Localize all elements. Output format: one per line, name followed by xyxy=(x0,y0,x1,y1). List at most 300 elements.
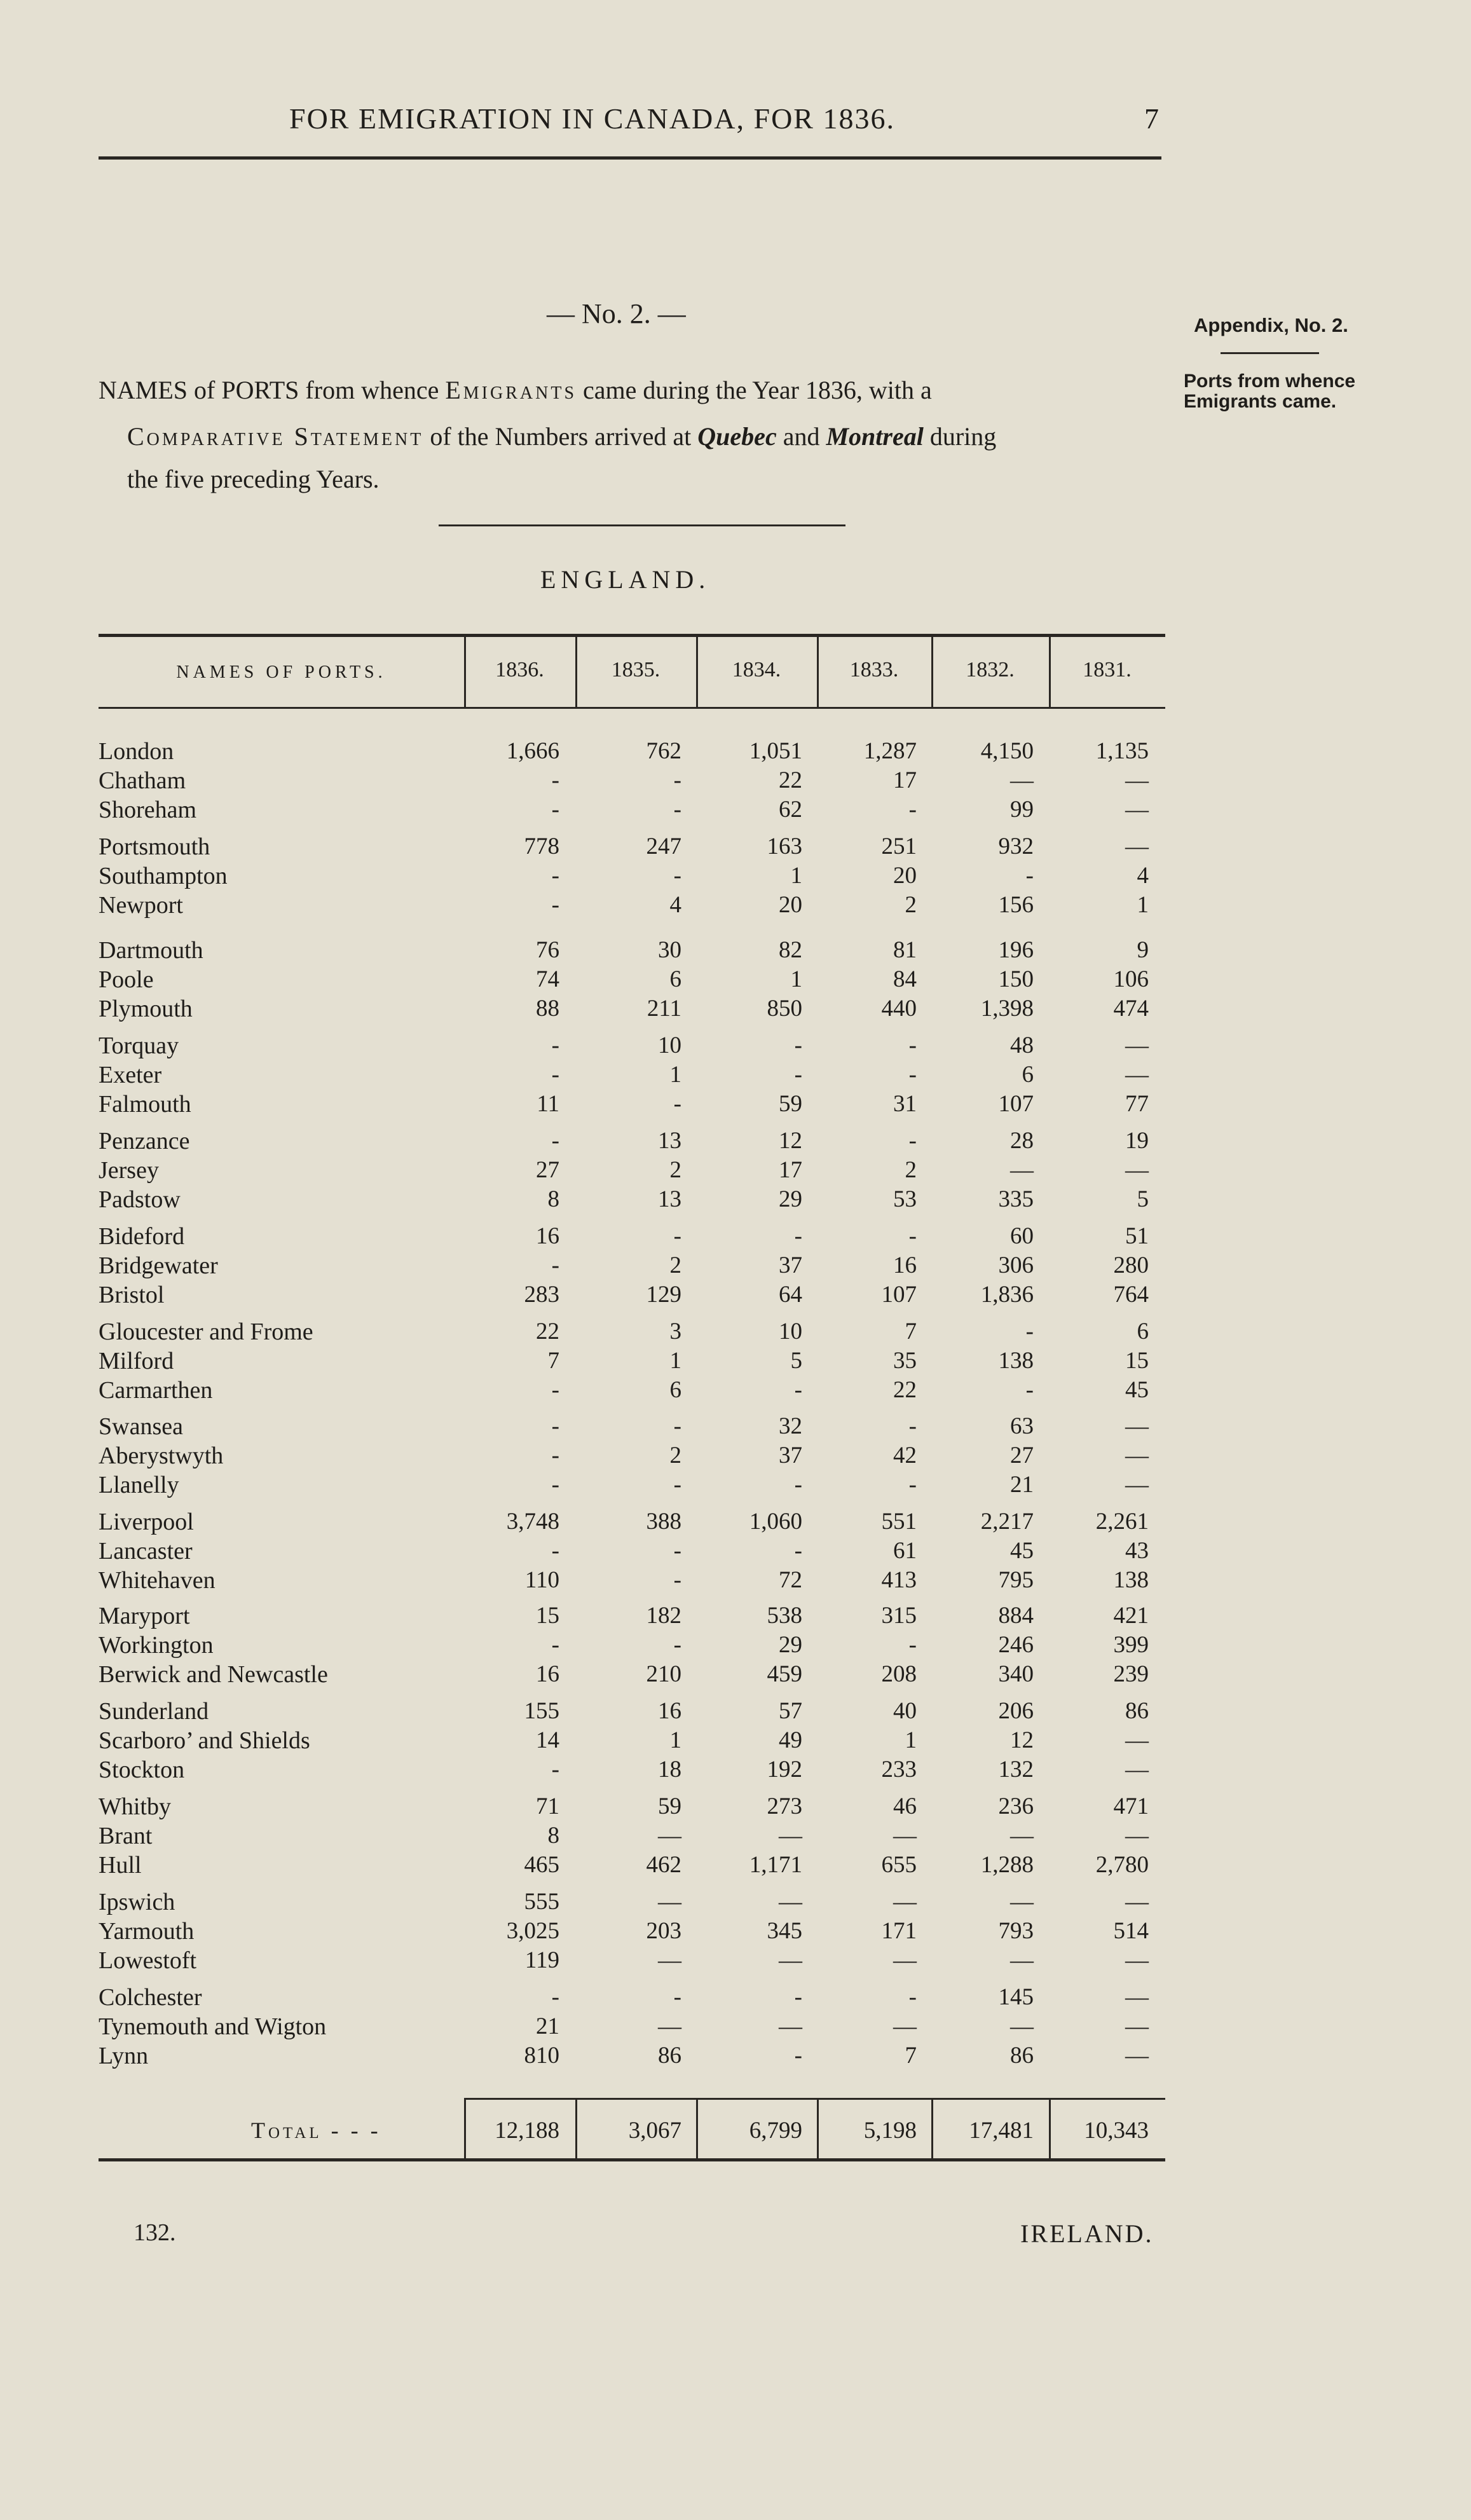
port-name: Bristol xyxy=(99,1282,165,1308)
table-row xyxy=(0,1888,1471,1917)
table-cell: 42 xyxy=(893,1442,917,1469)
table-cell: - xyxy=(908,1128,917,1154)
table-cell: 16 xyxy=(536,1223,559,1249)
table-row xyxy=(0,1347,1471,1376)
port-name: Colchester xyxy=(99,1984,202,2011)
table-cell: — xyxy=(658,1947,681,1973)
table-cell: 106 xyxy=(1113,966,1149,992)
table-cell: - xyxy=(908,1223,917,1249)
total-rule xyxy=(464,2098,1165,2100)
table-row xyxy=(0,1413,1471,1442)
port-name: Tynemouth and Wigton xyxy=(99,2013,327,2040)
table-row xyxy=(0,796,1471,825)
table-cell: — xyxy=(1125,1032,1149,1058)
port-name: Milford xyxy=(99,1348,174,1374)
table-cell: 22 xyxy=(893,1377,917,1403)
port-name: Falmouth xyxy=(99,1091,191,1118)
table-cell: - xyxy=(794,1538,802,1564)
table-cell: 13 xyxy=(658,1186,681,1212)
port-name: Swansea xyxy=(99,1413,183,1440)
port-name: London xyxy=(99,738,174,765)
table-cell: 340 xyxy=(998,1661,1034,1687)
port-name: Jersey xyxy=(99,1157,159,1184)
port-name: Padstow xyxy=(99,1186,181,1213)
table-cell: - xyxy=(673,1984,681,2010)
table-cell: - xyxy=(908,1984,917,2010)
table-cell: 30 xyxy=(658,937,681,963)
port-name: Bideford xyxy=(99,1223,185,1250)
table-cell: 16 xyxy=(536,1661,559,1687)
table-cell: 273 xyxy=(767,1793,802,1819)
table-cell: 81 xyxy=(893,937,917,963)
table-cell: 72 xyxy=(779,1567,802,1593)
column-rule xyxy=(575,636,577,707)
port-name: Gloucester and Frome xyxy=(99,1318,313,1345)
table-cell: 64 xyxy=(779,1282,802,1308)
table-cell: 138 xyxy=(1113,1567,1149,1593)
divider-rule xyxy=(439,524,845,526)
table-cell: 1 xyxy=(1137,892,1149,918)
table-row xyxy=(0,1222,1471,1252)
table-bottom-rule xyxy=(99,2158,1165,2161)
table-cell: - xyxy=(908,1062,917,1088)
table-cell: - xyxy=(551,1756,559,1783)
column-rule xyxy=(696,636,698,707)
table-cell: 421 xyxy=(1113,1603,1149,1629)
table-cell: 6 xyxy=(669,1377,681,1403)
table-cell: 1,398 xyxy=(980,996,1034,1022)
table-cell: 2 xyxy=(669,1442,681,1469)
table-cell: - xyxy=(551,1032,559,1058)
table-cell: - xyxy=(673,1632,681,1658)
table-cell: 6 xyxy=(1137,1318,1149,1345)
table-row xyxy=(0,2042,1471,2071)
column-header-year: 1835. xyxy=(611,658,660,681)
header-rule xyxy=(99,156,1161,160)
table-cell: 27 xyxy=(1010,1442,1034,1469)
table-cell: 1,287 xyxy=(863,738,917,764)
table-cell: - xyxy=(794,1984,802,2010)
table-cell: 86 xyxy=(1125,1698,1149,1724)
table-cell: - xyxy=(673,1472,681,1498)
port-name: Chatham xyxy=(99,767,186,794)
table-cell: 6 xyxy=(669,966,681,992)
table-cell: 29 xyxy=(779,1186,802,1212)
table-cell: 850 xyxy=(767,996,802,1022)
table-cell: - xyxy=(794,1377,802,1403)
table-cell: - xyxy=(673,797,681,823)
table-cell: 43 xyxy=(1125,1538,1149,1564)
table-cell: 171 xyxy=(881,1918,917,1944)
table-cell: 8 xyxy=(547,1823,559,1849)
table-cell: 2,217 xyxy=(980,1509,1034,1535)
table-cell: 46 xyxy=(893,1793,917,1819)
table-cell: — xyxy=(1125,1157,1149,1183)
table-cell: - xyxy=(551,892,559,918)
table-cell: 60 xyxy=(1010,1223,1034,1249)
table-cell: - xyxy=(1025,863,1034,889)
table-cell: 793 xyxy=(998,1918,1034,1944)
table-row xyxy=(0,1281,1471,1310)
column-rule xyxy=(817,636,819,707)
table-cell: — xyxy=(1125,1727,1149,1753)
table-row xyxy=(0,862,1471,891)
port-name: Aberystwyth xyxy=(99,1442,224,1469)
table-cell: 1 xyxy=(790,966,802,992)
table-cell: 4 xyxy=(1137,863,1149,889)
table-cell: 37 xyxy=(779,1442,802,1469)
table-cell: - xyxy=(908,1413,917,1439)
table-cell: — xyxy=(1010,767,1034,793)
table-cell: 1,135 xyxy=(1095,738,1149,764)
table-cell: - xyxy=(908,1472,917,1498)
column-header-year: 1832. xyxy=(966,658,1015,681)
table-cell: - xyxy=(673,1091,681,1117)
table-row xyxy=(0,1756,1471,1785)
table-row xyxy=(0,891,1471,921)
table-cell: 1,051 xyxy=(749,738,802,764)
port-name: Workington xyxy=(99,1632,214,1659)
table-cell: 211 xyxy=(647,996,681,1022)
total-cell: 12,188 xyxy=(495,2118,559,2144)
table-cell: 14 xyxy=(536,1727,559,1753)
column-rule xyxy=(464,636,466,707)
table-cell: 1,288 xyxy=(980,1852,1034,1878)
table-cell: 61 xyxy=(893,1538,917,1564)
table-header-rule xyxy=(99,707,1165,709)
appendix-label: Appendix, No. 2. xyxy=(1194,314,1348,336)
table-cell: 37 xyxy=(779,1252,802,1278)
table-row xyxy=(0,1032,1471,1061)
intro-text: and xyxy=(783,422,820,451)
port-name: Llanelly xyxy=(99,1472,179,1498)
port-name: Poole xyxy=(99,966,154,993)
table-cell: 119 xyxy=(524,1947,559,1973)
table-cell: 40 xyxy=(893,1698,917,1724)
intro-emigrants: Emigrants xyxy=(445,376,577,404)
table-cell: 462 xyxy=(646,1852,681,1878)
table-row xyxy=(0,1661,1471,1690)
table-cell: 17 xyxy=(893,767,917,793)
port-name: Brant xyxy=(99,1823,153,1849)
table-cell: 19 xyxy=(1125,1128,1149,1154)
table-cell: 5 xyxy=(1137,1186,1149,1212)
table-cell: - xyxy=(673,1567,681,1593)
table-cell: — xyxy=(1010,1889,1034,1915)
table-cell: 15 xyxy=(1125,1348,1149,1374)
table-cell: 471 xyxy=(1113,1793,1149,1819)
table-cell: 27 xyxy=(536,1157,559,1183)
table-cell: 5 xyxy=(790,1348,802,1374)
table-cell: 17 xyxy=(779,1157,802,1183)
table-cell: - xyxy=(551,1128,559,1154)
table-cell: 48 xyxy=(1010,1032,1034,1058)
table-cell: 35 xyxy=(893,1348,917,1374)
table-cell: 247 xyxy=(646,833,681,859)
table-cell: 8 xyxy=(547,1186,559,1212)
total-cell: 10,343 xyxy=(1084,2118,1149,2144)
table-cell: 315 xyxy=(881,1603,917,1629)
table-cell: 1 xyxy=(669,1348,681,1374)
table-cell: 3,025 xyxy=(506,1918,559,1944)
intro-text: of the Numbers arrived at xyxy=(430,422,692,451)
port-name: Lancaster xyxy=(99,1538,193,1565)
table-cell: - xyxy=(908,1632,917,1658)
table-cell: - xyxy=(551,767,559,793)
table-row xyxy=(0,1127,1471,1156)
column-header-year: 1833. xyxy=(849,658,899,681)
table-cell: — xyxy=(1010,1947,1034,1973)
table-cell: 196 xyxy=(998,937,1034,963)
table-row xyxy=(0,1508,1471,1537)
table-cell: — xyxy=(893,1947,917,1973)
table-cell: — xyxy=(1125,1823,1149,1849)
table-cell: 239 xyxy=(1113,1661,1149,1687)
table-cell: 1,836 xyxy=(980,1282,1034,1308)
table-cell: 59 xyxy=(779,1091,802,1117)
column-header-ports: NAMES OF PORTS. xyxy=(176,662,387,682)
port-name: Carmarthen xyxy=(99,1377,213,1404)
port-name: Whitby xyxy=(99,1793,171,1820)
table-row xyxy=(0,995,1471,1024)
table-cell: 110 xyxy=(524,1567,559,1593)
column-rule xyxy=(1049,636,1051,707)
table-cell: 155 xyxy=(524,1698,559,1724)
table-cell: - xyxy=(1025,1318,1034,1345)
table-row xyxy=(0,1061,1471,1090)
table-cell: 129 xyxy=(646,1282,681,1308)
table-cell: 1,666 xyxy=(506,738,559,764)
table-cell: 32 xyxy=(779,1413,802,1439)
table-cell: 16 xyxy=(658,1698,681,1724)
table-cell: 138 xyxy=(998,1348,1034,1374)
table-cell: 335 xyxy=(998,1186,1034,1212)
intro-quebec: Quebec xyxy=(697,422,777,451)
table-cell: 2,261 xyxy=(1095,1509,1149,1535)
total-cell: 5,198 xyxy=(863,2118,917,2144)
table-cell: 236 xyxy=(998,1793,1034,1819)
table-cell: — xyxy=(893,1823,917,1849)
table-row xyxy=(0,1318,1471,1347)
table-cell: 764 xyxy=(1113,1282,1149,1308)
table-cell: — xyxy=(779,1947,802,1973)
table-cell: 20 xyxy=(779,892,802,918)
table-cell: 306 xyxy=(998,1252,1034,1278)
table-cell: 206 xyxy=(998,1698,1034,1724)
table-cell: - xyxy=(551,1442,559,1469)
table-cell: 22 xyxy=(536,1318,559,1345)
table-cell: 77 xyxy=(1125,1091,1149,1117)
table-row xyxy=(0,1793,1471,1822)
table-cell: — xyxy=(1125,833,1149,859)
table-cell: — xyxy=(1125,2013,1149,2039)
table-cell: 3 xyxy=(669,1318,681,1345)
table-cell: — xyxy=(1125,1472,1149,1498)
table-cell: - xyxy=(551,1377,559,1403)
table-cell: - xyxy=(794,2043,802,2069)
table-row xyxy=(0,1822,1471,1851)
table-row xyxy=(0,936,1471,966)
total-cell: 6,799 xyxy=(749,2118,802,2144)
table-row xyxy=(0,1566,1471,1596)
table-cell: — xyxy=(1010,2013,1034,2039)
table-cell: 18 xyxy=(658,1756,681,1783)
intro-text: came during the Year 1836, with a xyxy=(583,376,932,404)
table-cell: 4 xyxy=(669,892,681,918)
table-cell: - xyxy=(551,1472,559,1498)
table-cell: 145 xyxy=(998,1984,1034,2010)
table-cell: 86 xyxy=(658,2043,681,2069)
column-header-year: 1834. xyxy=(732,658,781,681)
table-row xyxy=(0,767,1471,796)
table-cell: - xyxy=(1025,1377,1034,1403)
table-row xyxy=(0,1727,1471,1756)
table-cell: 551 xyxy=(881,1509,917,1535)
port-name: Stockton xyxy=(99,1756,185,1783)
column-header-year: 1836. xyxy=(495,658,544,681)
table-cell: 2 xyxy=(669,1157,681,1183)
table-cell: 3,748 xyxy=(506,1509,559,1535)
table-cell: 31 xyxy=(893,1091,917,1117)
table-cell: - xyxy=(551,1413,559,1439)
total-cell: 17,481 xyxy=(969,2118,1034,2144)
port-name: Bridgewater xyxy=(99,1252,218,1279)
table-cell: 233 xyxy=(881,1756,917,1783)
table-cell: 388 xyxy=(646,1509,681,1535)
table-cell: - xyxy=(908,797,917,823)
table-cell: - xyxy=(673,863,681,889)
table-cell: 51 xyxy=(1125,1223,1149,1249)
table-cell: 9 xyxy=(1137,937,1149,963)
total-label: Total - - - xyxy=(251,2118,381,2143)
table-row xyxy=(0,1442,1471,1471)
table-cell: - xyxy=(794,1472,802,1498)
column-header-year: 1831. xyxy=(1083,658,1132,681)
table-cell: 465 xyxy=(524,1852,559,1878)
table-row xyxy=(0,1602,1471,1631)
table-row xyxy=(0,1537,1471,1566)
port-name: Ipswich xyxy=(99,1889,175,1915)
table-cell: 74 xyxy=(536,966,559,992)
table-cell: 45 xyxy=(1125,1377,1149,1403)
table-cell: - xyxy=(551,1252,559,1278)
table-cell: 7 xyxy=(905,2043,917,2069)
table-cell: 15 xyxy=(536,1603,559,1629)
table-cell: 2 xyxy=(905,1157,917,1183)
intro-text: NAMES of PORTS from whence xyxy=(99,376,439,404)
table-cell: 182 xyxy=(646,1603,681,1629)
table-cell: — xyxy=(658,2013,681,2039)
table-cell: 29 xyxy=(779,1632,802,1658)
table-row xyxy=(0,1156,1471,1186)
port-name: Newport xyxy=(99,892,183,919)
port-name: Lynn xyxy=(99,2043,149,2069)
table-cell: - xyxy=(673,1413,681,1439)
table-cell: 246 xyxy=(998,1632,1034,1658)
table-cell: - xyxy=(551,863,559,889)
intro-line-3: the five preceding Years. xyxy=(127,465,380,493)
table-cell: 21 xyxy=(1010,1472,1034,1498)
table-cell: — xyxy=(1125,1442,1149,1469)
table-cell: 208 xyxy=(881,1661,917,1687)
port-name: Berwick and Newcastle xyxy=(99,1661,328,1688)
table-cell: 655 xyxy=(881,1852,917,1878)
table-cell: — xyxy=(1125,797,1149,823)
table-cell: 538 xyxy=(767,1603,802,1629)
table-row xyxy=(0,1186,1471,1215)
port-name: Yarmouth xyxy=(99,1918,195,1945)
section-number: — No. 2. — xyxy=(547,298,686,329)
table-cell: 13 xyxy=(658,1128,681,1154)
running-head xyxy=(99,102,1160,146)
table-cell: — xyxy=(1125,2043,1149,2069)
table-row xyxy=(0,1252,1471,1281)
table-cell: - xyxy=(551,1062,559,1088)
table-cell: — xyxy=(1125,1756,1149,1783)
port-name: Hull xyxy=(99,1852,142,1879)
table-cell: - xyxy=(908,1032,917,1058)
table-row xyxy=(0,1631,1471,1661)
intro-montreal: Montreal xyxy=(826,422,924,451)
table-cell: 156 xyxy=(998,892,1034,918)
table-cell: 107 xyxy=(881,1282,917,1308)
table-top-rule xyxy=(99,634,1165,637)
table-cell: — xyxy=(1125,1413,1149,1439)
table-cell: 88 xyxy=(536,996,559,1022)
table-cell: - xyxy=(551,1984,559,2010)
table-cell: 210 xyxy=(646,1661,681,1687)
intro-line-2 xyxy=(127,421,996,451)
table-cell: 795 xyxy=(998,1567,1034,1593)
table-cell: 555 xyxy=(524,1889,559,1915)
table-row xyxy=(0,2013,1471,2042)
table-cell: 810 xyxy=(524,2043,559,2069)
table-cell: - xyxy=(794,1223,802,1249)
port-name: Lowestoft xyxy=(99,1947,197,1974)
port-name: Penzance xyxy=(99,1128,190,1154)
table-cell: 63 xyxy=(1010,1413,1034,1439)
table-row xyxy=(0,1376,1471,1406)
table-cell: 7 xyxy=(547,1348,559,1374)
table-cell: 107 xyxy=(998,1091,1034,1117)
footer-number: 132. xyxy=(133,2219,176,2246)
table-cell: 399 xyxy=(1113,1632,1149,1658)
table-cell: — xyxy=(779,1889,802,1915)
port-name: Sunderland xyxy=(99,1698,209,1725)
port-name: Dartmouth xyxy=(99,937,203,964)
table-cell: 2,780 xyxy=(1095,1852,1149,1878)
footer-catchword: IRELAND. xyxy=(1020,2219,1154,2248)
table-cell: 440 xyxy=(881,996,917,1022)
table-cell: 62 xyxy=(779,797,802,823)
port-name: Maryport xyxy=(99,1603,190,1629)
table-cell: 345 xyxy=(767,1918,802,1944)
table-cell: 283 xyxy=(524,1282,559,1308)
table-cell: 280 xyxy=(1113,1252,1149,1278)
table-cell: 163 xyxy=(767,833,802,859)
table-cell: 459 xyxy=(767,1661,802,1687)
table-cell: 203 xyxy=(646,1918,681,1944)
table-row xyxy=(0,1947,1471,1976)
table-cell: — xyxy=(1010,1823,1034,1849)
table-cell: 1,171 xyxy=(749,1852,802,1878)
table-row xyxy=(0,833,1471,862)
table-cell: 6 xyxy=(1022,1062,1034,1088)
port-name: Shoreham xyxy=(99,797,197,823)
port-name: Scarboro’ and Shields xyxy=(99,1727,310,1754)
table-cell: 2 xyxy=(905,892,917,918)
total-cell: 3,067 xyxy=(628,2118,681,2144)
